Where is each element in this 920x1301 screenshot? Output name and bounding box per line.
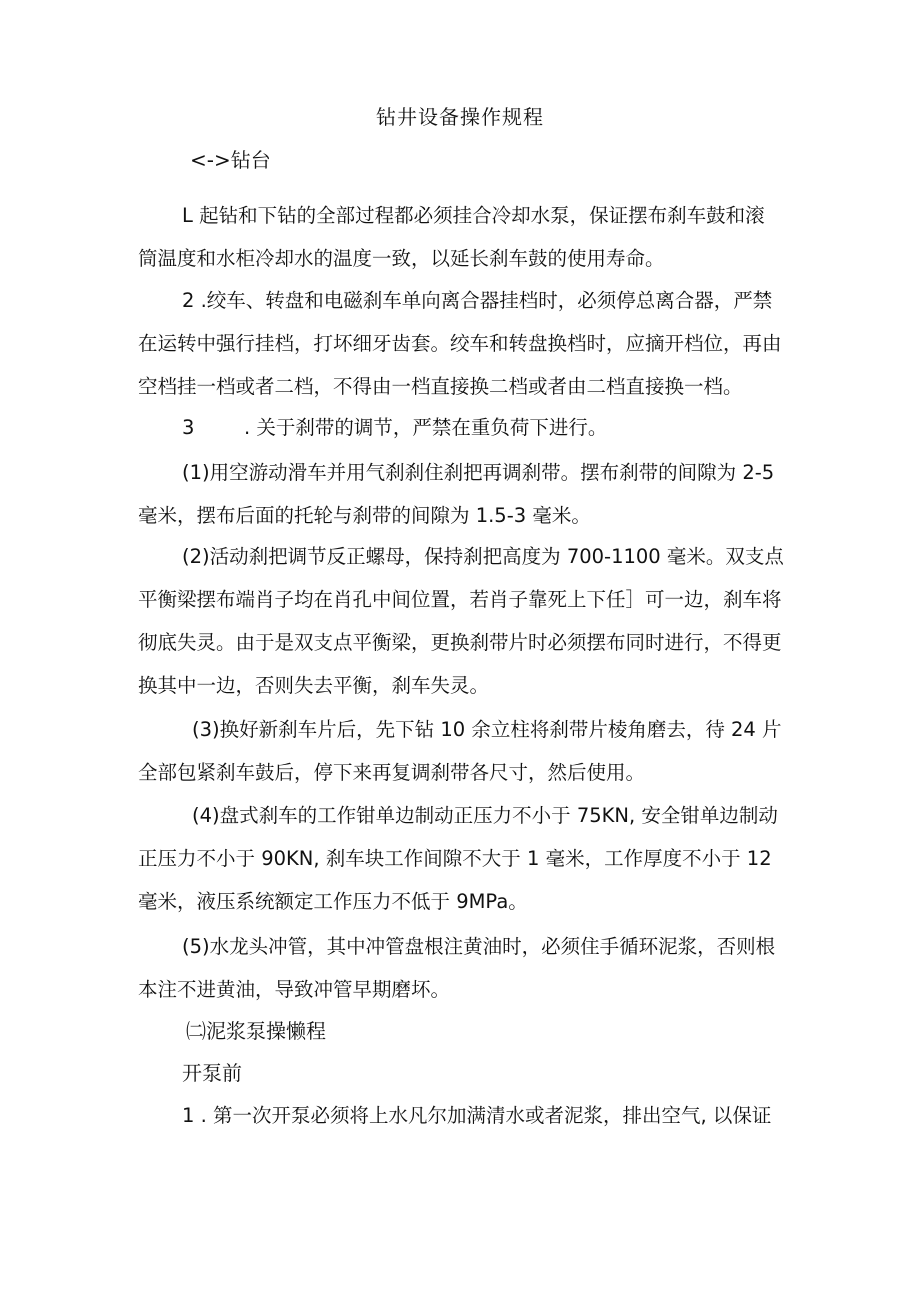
paragraph-line: (3)换好新刹车片后，先下钻 10 余立柱将刹带片棱角磨去，待 24 片 [192,718,782,741]
paragraph-line: 全部包紧刹车鼓后，停下来再复调刹带各尺寸，然后使用。 [138,761,646,784]
section-heading-drill-floor: <->钻台 [190,148,271,172]
paragraph-line: 彻底失灵。由于是双支点平衡梁，更换刹带片时必须摆布同时进行，不得更 [138,631,782,654]
paragraph-8 [138,925,792,1011]
paragraph-line: (1)用空游动滑车并用气刹刹住刹把再调刹带。摆布刹带的间隙为 2-5 [182,461,775,484]
paragraph-line: 1 . 第一次开泵必须将上水凡尔加满清水或者泥浆，排出空气, 以保证 [182,1104,772,1127]
paragraph-line: 在运转中强行挂档，打坏细牙齿套。绞车和转盘换档时，应摘开档位，再由 [138,332,782,355]
paragraph-7 [138,794,792,923]
paragraph-line: 2 .绞车、转盘和电磁刹车单向离合器挂档时，必须停总离合器，严禁 [182,289,773,312]
paragraph-line: 正压力不小于 90KN, 刹车块工作间隙不大于 1 毫米，工作厚度不小于 12 [138,847,772,870]
paragraph-line: 空档挂一档或者二档，不得由一档直接换二档或者由二档直接换一档。 [138,375,743,398]
paragraph-line: 换其中一边，否则失去平衡，刹车失灵。 [138,674,490,697]
paragraph-9 [138,1094,792,1137]
paragraph-6 [138,708,792,794]
subheading-before-pump-start: 开泵前 [182,1061,242,1085]
paragraph-4 [138,451,792,537]
paragraph-3 [138,406,792,449]
paragraph-2 [138,279,792,408]
paragraph-line: (4)盘式刹车的工作钳单边制动正压力不小于 75KN, 安全钳单边制动 [192,804,778,827]
paragraph-line: 本注不进黄油，导致冲管早期磨坏。 [138,978,451,1001]
paragraph-line: 毫米，液压系统额定工作压力不低于 9MPa。 [138,890,528,913]
paragraph-5 [138,535,792,707]
paragraph-line: (2)活动刹把调节反正螺母，保持刹把高度为 700-1100 毫米。双支点 [182,545,784,568]
paragraph-1 [138,194,792,280]
paragraph-line: 毫米，摆布后面的托轮与刹带的间隙为 1.5-3 毫米。 [138,504,591,527]
paragraph-line: 筒温度和水柜冷却水的温度一致，以延长刹车鼓的使用寿命。 [138,247,665,270]
paragraph-line: L 起钻和下钻的全部过程都必须挂合冷却水泵，保证摆布刹车鼓和滚 [182,204,765,227]
paragraph-line: 3 . 关于刹带的调节，严禁在重负荷下进行。 [182,416,608,439]
paragraph-line: 平衡梁摆布端肖子均在肖孔中间位置，若肖子靠死上下任］可一边，刹车将 [138,588,782,611]
section-heading-mud-pump: ㈡泥浆泵操懒程 [186,1019,326,1043]
paragraph-line: (5)水龙头冲管，其中冲管盘根注黄油时，必须住手循环泥浆，否则根 [182,935,776,958]
document-title: 钻井设备操作规程 [376,105,544,129]
